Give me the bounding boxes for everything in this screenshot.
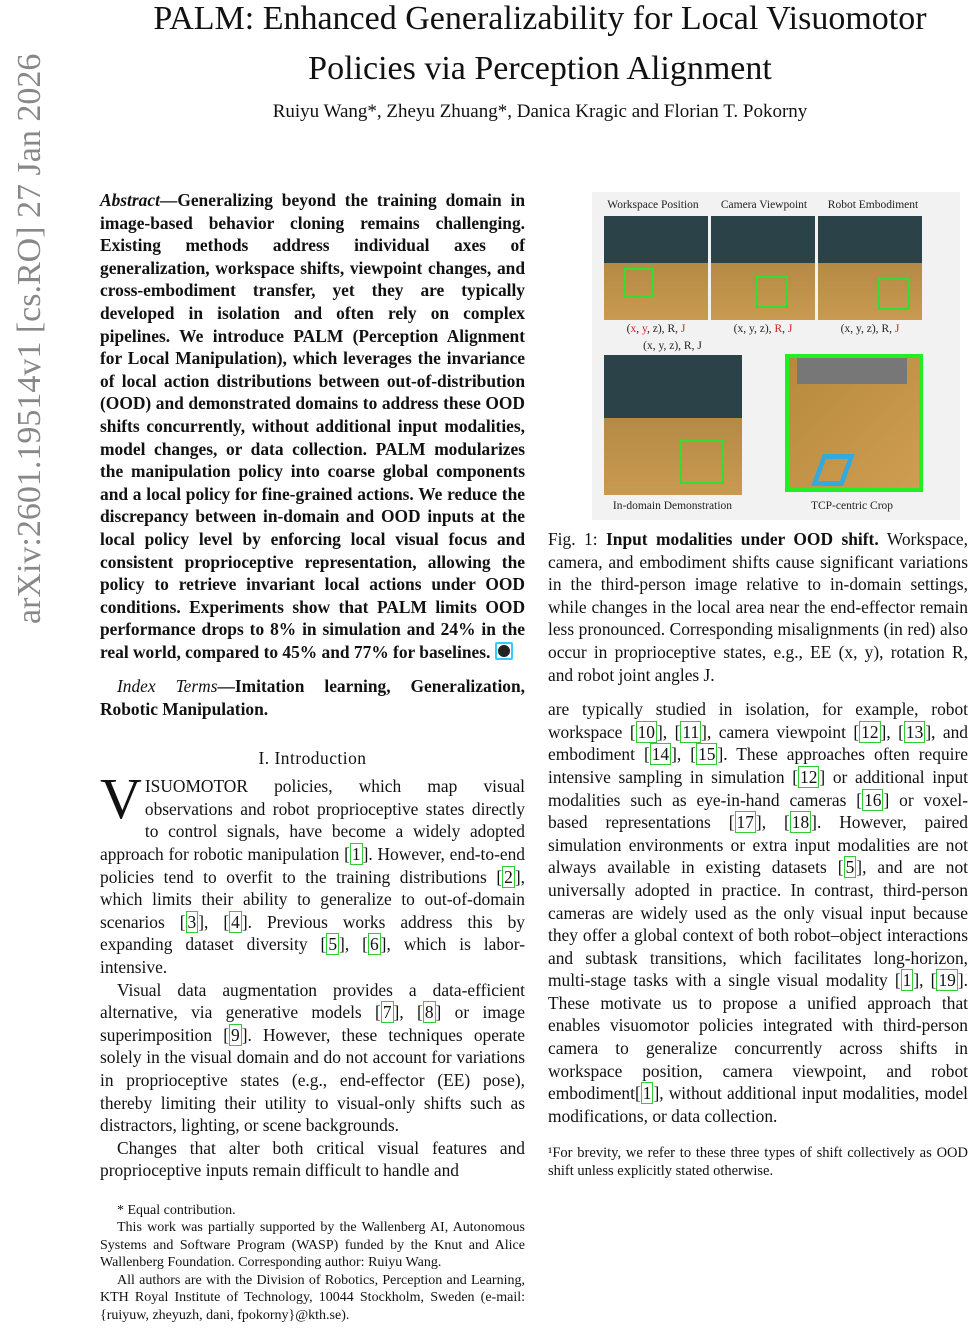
footnote: This work was partially supported by the Wallenberg AI, Autonomous Systems and Software Program (WASP) funded by the Knut and Alice Wallenberg Foundation. Corresponding author: Ruiyu Wang. — [100, 1220, 525, 1271]
caption-text: Workspace, camera, and embodiment shifts cause significant variations in the third-person image relative to in-domain settings, while changes in the local area near the end-effector remain less pronounced. Corresponding misalignments (in red) also occur in proprioceptive states, e.g., EE (x, y), rotation R, and robot joint angles J. — [548, 529, 968, 685]
citation-link[interactable]: 7 — [382, 1002, 392, 1023]
state-part: , — [889, 323, 895, 335]
right-column — [548, 189, 968, 1180]
state-part: R — [774, 323, 783, 335]
intro-paragraph: VISUOMOTOR policies, which map visual observations and robot proprioceptive states directly to control signals, have become a widely adopted approach for robotic manipulation [ 1 ]. However, end-to-end policies tend to overfit to the training distributions [ 2 ], which limits their ability to generalize to out-of-domain scenarios [ 3 ], [ 4 ]. Previous works address this by expanding dataset diversity [ 5 ], [ 6 ], which is labor-intensive. — [100, 766, 525, 977]
citation-link[interactable]: 16 — [864, 789, 882, 810]
state-part: , z), — [647, 323, 668, 335]
citation-link[interactable]: 1 — [351, 844, 361, 865]
intro-column-left — [100, 766, 525, 1182]
camera-image — [711, 216, 815, 320]
intro-paragraph: Visual data augmentation provides a data-efficient alternative, via generative models [ 7 ], [ 8 ] or image superimposition [ 9 ]. However, these techniques operate solely in the visual domain and do not account for variations in proprioceptive states (e.g., end-effector (EE) pose), thereby limiting their utility to visual-only shifts such as distractors, lighting, or scene backgrounds. — [100, 979, 525, 1136]
figure-caption — [548, 528, 968, 686]
citation-link[interactable]: 5 — [845, 857, 855, 878]
citation-link[interactable]: 1 — [902, 970, 912, 991]
demo-state-label: (x, y, z), R, J — [643, 340, 702, 352]
state-part: , z), — [861, 323, 882, 335]
citation-link[interactable]: 6 — [369, 934, 379, 955]
state-label — [604, 322, 708, 336]
demo-image — [604, 355, 742, 495]
left-column — [100, 189, 525, 1324]
citation-link[interactable]: 14 — [651, 744, 670, 765]
state-part: R — [667, 323, 676, 335]
citation-link[interactable]: 12 — [861, 721, 879, 742]
citation-link[interactable]: 4 — [231, 911, 240, 932]
citation-link[interactable]: 13 — [905, 721, 924, 742]
footnotes-left — [100, 1202, 525, 1325]
citation-link[interactable]: 3 — [187, 911, 197, 932]
state-part: ( — [733, 323, 738, 335]
tcp-crop-image — [785, 354, 923, 492]
intro-column-right — [548, 698, 968, 1127]
citation-link[interactable]: 12 — [800, 766, 818, 787]
github-icon[interactable] — [495, 642, 513, 660]
workspace-image — [604, 216, 708, 320]
state-part: , — [675, 323, 681, 335]
intro-paragraph: are typically studied in isolation, for example, robot workspace [ 10 ], [ 11 ], camera viewpoint [ 12 ], [ 13 ], and embodiment [ 14 ], [ 15 ]. These approaches often require intensive sampling in simulation [ 12 ] or additional input modalities such as eye-in-hand cameras [ 16 ] or voxel-based representations [ 17 ], [ 18 ]. However, paired simulation environments or extra input modalities are not always available in existing datasets [ 5 ], and are not universally adopted in practice. In contrast, third-person cameras are widely used as the only visual input because they offer a global context of both robot–object interactions and subtask transitions, which facilitates long-horizon, multi-stage tasks with a single visual modality [ 1 ], [ 19 ]. These motivate us to propose a unified approach that enables visuomotor policies integrated with third-person camera to generalize concurrently across shifts in workspace position, camera viewpoint, and robot embodiment[ 1 ], without additional input modalities, model modifications, or data collection. — [548, 699, 969, 1126]
demo-label: In-domain Demonstration — [612, 500, 733, 512]
state-part: R — [881, 323, 890, 335]
state-part: , — [782, 323, 788, 335]
abstract — [100, 189, 525, 663]
citation-link[interactable]: 8 — [424, 1002, 434, 1023]
state-part: J — [680, 323, 686, 335]
panel-label: Camera Viewpoint — [720, 199, 808, 211]
paper-title: PALM: Enhanced Generalizability for Local Visuomotor Policies via Perception Alignment — [153, 0, 927, 87]
state-part: ( — [840, 323, 845, 335]
state-part: , — [743, 323, 749, 335]
citation-link[interactable]: 10 — [637, 721, 655, 742]
state-part: , — [850, 323, 856, 335]
state-part: x — [737, 323, 744, 335]
section-heading: I. Introduction — [258, 747, 367, 768]
state-label — [818, 322, 922, 336]
abstract-label: Abstract — [100, 190, 160, 210]
index-terms — [100, 675, 525, 720]
citation-link[interactable]: 19 — [938, 970, 956, 991]
state-part: x — [630, 323, 637, 335]
intro-paragraph: Changes that alter both critical visual features and proprioceptive inputs remain difficult to handle and — [100, 1137, 525, 1181]
citation-link[interactable]: 5 — [328, 934, 338, 955]
dropcap: V — [100, 766, 142, 832]
caption-label: Fig. 1: — [548, 529, 606, 549]
state-part: ( — [626, 323, 631, 335]
abstract-text: —Generalizing beyond the training domain in image-based behavior cloning remains challenging. Existing methods address individual axes of generalization, workspace shifts, viewpoint changes, and cross-embodiment transfer, yet they are typically developed in isolation and often rely on complex pipelines. We introduce PALM (Perception Alignment for Local Manipulation), which leverages the invariance of local action distributions between out-of-distribution (OOD) and demonstrated domains to address these OOD shifts concurrently, without additional input modalities, model changes, or data collection. PALM modularizes the manipulation policy into coarse global components and a local policy for fine-grained actions. We reduce the discrepancy between in-domain and OOD inputs at the local policy level by enforcing local visual focus and consistent proprioceptive representation, allowing the policy to retrieve invariant local actions under OOD conditions. Experiments show that PALM limits OOD performance drops to 8% in simulation and 24% in the real world, compared to 45% and 77% for baselines. — [100, 190, 525, 662]
state-part: y — [748, 323, 754, 335]
citation-link[interactable]: 18 — [791, 812, 810, 833]
index-terms-text: —Imitation learning, Generalization, Robotic Manipulation. — [100, 676, 525, 720]
footnote: * Equal contribution. — [117, 1202, 236, 1218]
state-part: J — [894, 323, 900, 335]
panel-label: Robot Embodiment — [827, 199, 919, 211]
index-terms-label: Index Terms — [117, 676, 218, 697]
state-part: , — [636, 323, 642, 335]
citation-link[interactable]: 2 — [504, 866, 513, 887]
state-label — [711, 322, 815, 336]
panel-label: Workspace Position — [607, 199, 699, 211]
state-part: y — [855, 323, 861, 335]
crop-label: TCP-centric Crop — [810, 500, 894, 512]
footnote-right: ¹For brevity, we refer to these three types of shift collectively as OOD shift unless explicitly stated otherwise. — [548, 1145, 968, 1179]
citation-link[interactable]: 1 — [642, 1083, 652, 1104]
caption-title: Input modalities under OOD shift. — [606, 529, 879, 549]
citation-link[interactable]: 15 — [698, 744, 716, 765]
citation-link[interactable]: 11 — [682, 721, 700, 742]
state-part: x — [844, 323, 851, 335]
figure-1 — [592, 192, 960, 520]
footnote: All authors are with the Division of Robotics, Perception and Learning, KTH Royal Institute of Technology, 10044 Stockholm, Sweden (e-mail: {ruiyuw, zheyuzh, dani, fpokorny}@kth.se). — [100, 1272, 525, 1323]
state-part: J — [787, 323, 793, 335]
citation-link[interactable]: 9 — [231, 1024, 240, 1045]
state-part: , z), — [754, 323, 775, 335]
authors: Ruiyu Wang*, Zheyu Zhuang*, Danica Kragic and Florian T. Pokorny — [272, 101, 808, 122]
embodiment-image — [818, 216, 922, 320]
state-part: y — [641, 323, 647, 335]
citation-link[interactable]: 17 — [736, 812, 754, 833]
arxiv-stamp: arXiv:2601.19514v1 [cs.RO] 27 Jan 2026 — [11, 53, 48, 624]
